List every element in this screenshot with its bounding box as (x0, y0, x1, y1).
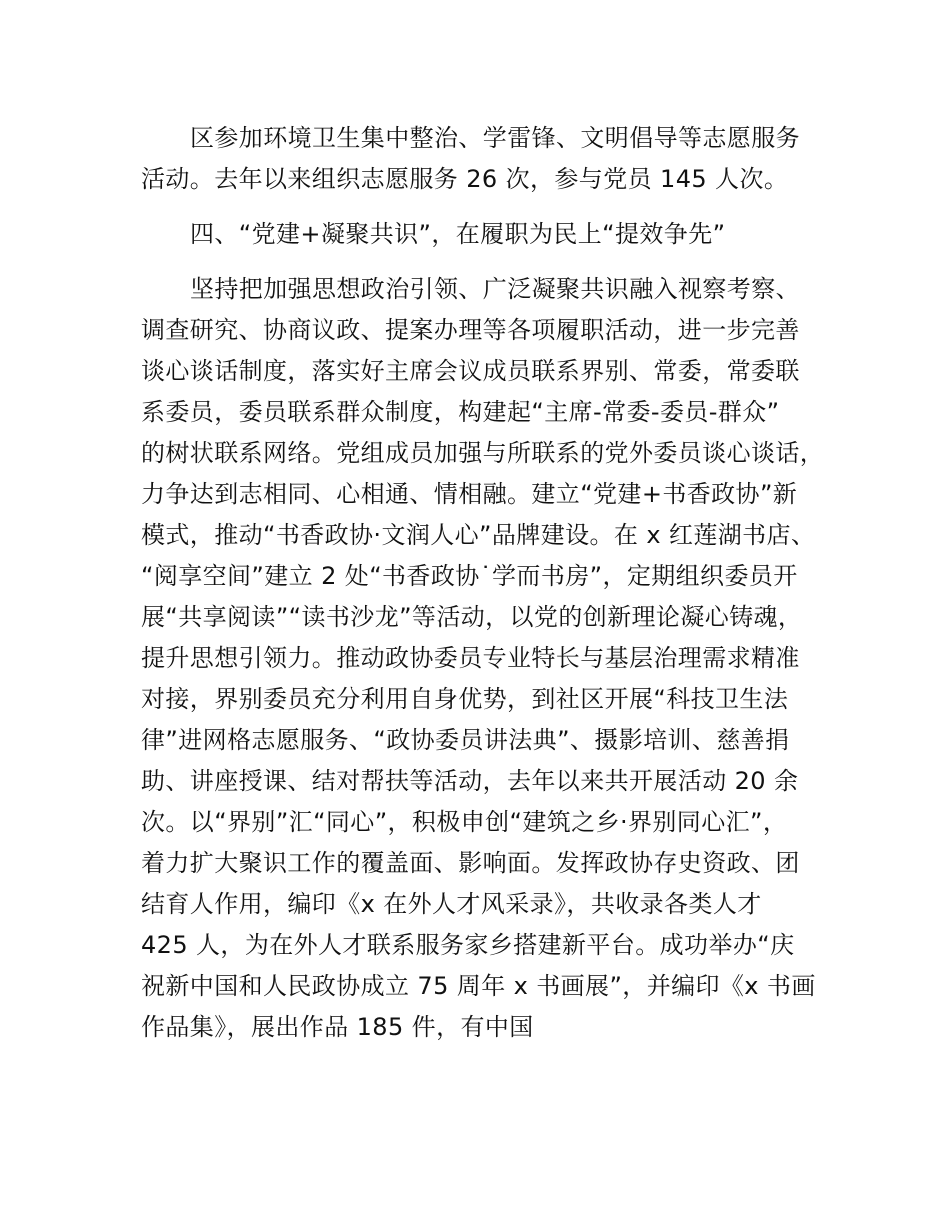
text-line: 祝新中国和人民政协成立 75 周年 x 书画展”，并编印《x 书画 (141, 972, 816, 1000)
heading-line: 四、“党建+凝聚共识”，在履职为民上“提效争先” (190, 220, 726, 248)
document-body (141, 118, 841, 1048)
text-line: 坚持把加强思想政治引领、广泛凝聚共识融入视察考察、 (190, 275, 800, 303)
text-line: “阅享空间”建立 2 处“书香政协˙学而书房”，定期组织委员开 (141, 562, 798, 590)
section-heading-four (141, 214, 841, 255)
text-line: 区参加环境卫生集中整治、学雷锋、文明倡导等志愿服务 (190, 124, 800, 152)
text-line: 力争达到志相同、心相通、情相融。建立“党建+书香政协”新 (141, 480, 798, 508)
text-line: 作品集》，展出作品 185 件，有中国 (141, 1013, 534, 1041)
text-line: 的树状联系网络。党组成员加强与所联系的党外委员谈心谈话， (141, 439, 825, 467)
text-line: 425 人，为在外人才联系服务家乡搭建新平台。成功举办“庆 (141, 931, 795, 959)
text-line: 调查研究、协商议政、提案办理等各项履职活动，进一步完善 (141, 316, 800, 344)
text-line: 助、讲座授课、结对帮扶等活动，去年以来共开展活动 20 余 (141, 767, 799, 795)
text-line: 对接，界别委员充分利用自身优势，到社区开展“科技卫生法 (141, 685, 789, 713)
text-line: 着力扩大聚识工作的覆盖面、影响面。发挥政协存史资政、团 (141, 849, 800, 877)
text-line: 系委员，委员联系群众制度，构建起“主席-常委-委员-群众” (141, 398, 780, 426)
paragraph-volunteer-service (141, 118, 841, 200)
text-line: 展“共享阅读”“读书沙龙”等活动，以党的创新理论凝心铸魂， (141, 603, 803, 631)
paragraph-spacer (141, 255, 841, 269)
text-line: 谈心谈话制度，落实好主席会议成员联系界别、常委，常委联 (141, 357, 800, 385)
text-line: 活动。去年以来组织志愿服务 26 次，参与党员 145 人次。 (141, 165, 789, 193)
text-line: 提升思想引领力。推动政协委员专业特长与基层治理需求精准 (141, 644, 800, 672)
paragraph-spacer (141, 200, 841, 214)
paragraph-consensus (141, 269, 841, 1048)
text-line: 结育人作用，编印《x 在外人才风采录》，共收录各类人才 (141, 890, 762, 918)
text-line: 模式，推动“书香政协·文润人心”品牌建设。在 x 红莲湖书店、 (141, 521, 816, 549)
text-line: 次。以“界别”汇“同心”，积极申创“建筑之乡·界别同心汇”， (141, 808, 788, 836)
text-line: 律”进网格志愿服务、“政协委员讲法典”、摄影培训、慈善捐 (141, 726, 790, 754)
